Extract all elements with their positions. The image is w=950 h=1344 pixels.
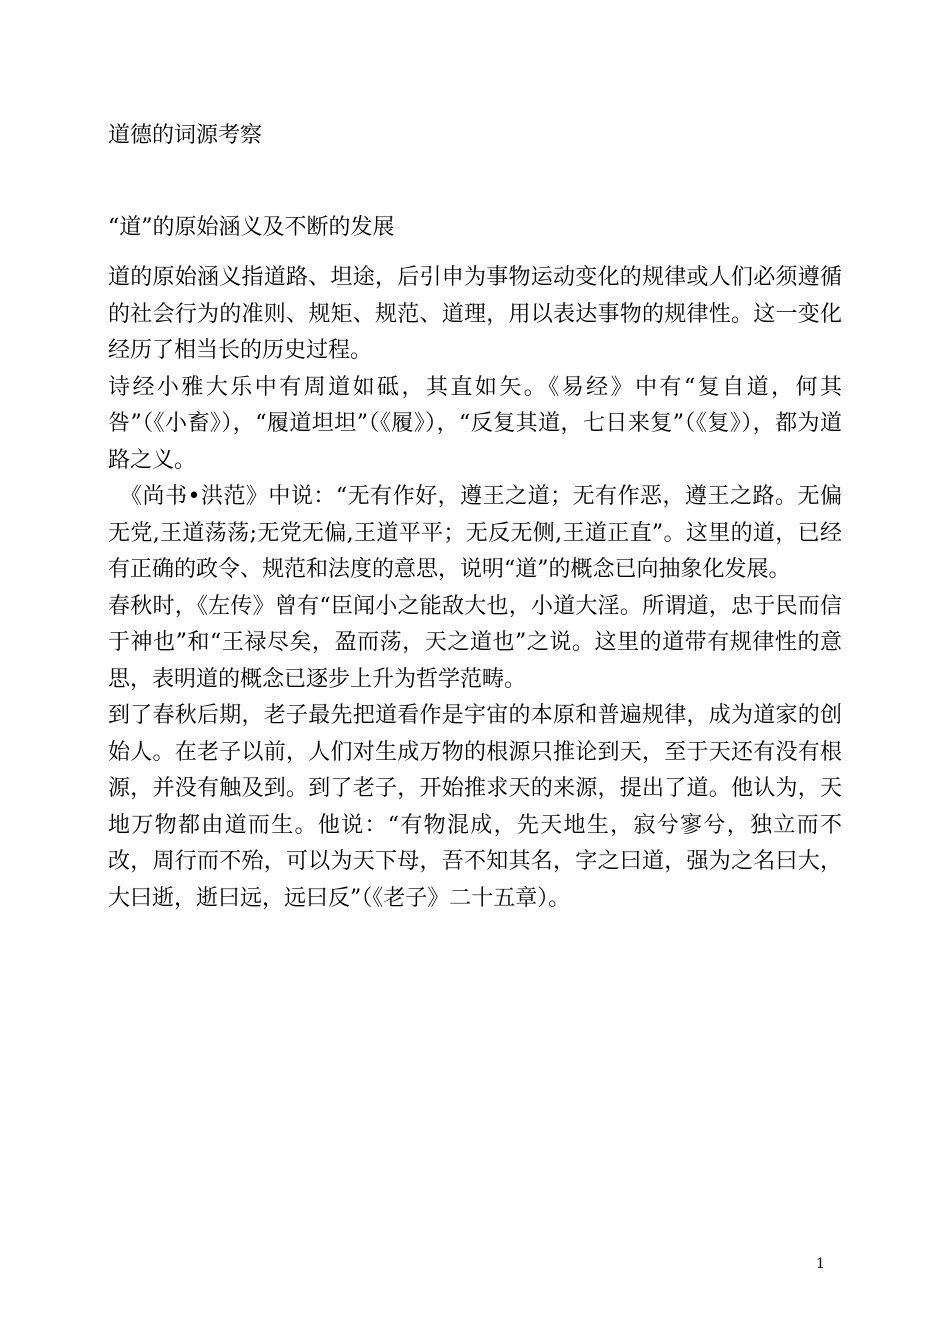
paragraph-zuozhuan: 春秋时，《左传》曾有“臣闻小之能敌大也，小道大淫。所谓道，忠于民而信于神也”和“王禄尽矣，盈而荡，天之道也”之说。这里的道带有规律性的意思，表明道的概念已逐步上升为哲学范畴。 [108,593,842,692]
document-body [108,260,842,917]
paragraph-shangshu: 《尚书•洪范》中说：“无有作好，遵王之道；无有作恶，遵王之路。无偏无党,王道荡荡;无党无偏,王道平平；无反无侧,王道正直”。这里的道，已经有正确的政令、规范和法度的意思，说明“道”的概念已向抽象化发展。 [108,484,842,582]
paragraph-original-meaning: 道的原始涵义指道路、坦途，后引申为事物运动变化的规律或人们必须遵循的社会行为的准则、规矩、规范、道理，用以表达事物的规律性。这一变化经历了相当长的历史过程。 [108,265,842,363]
paragraph-shijing-yijing: 诗经小雅大乐中有周道如砥，其直如矢。《易经》中有“复自道，何其咎”（《小畜》），“履道坦坦”（《履》），“反复其道，七日来复”（《复》），都为道路之义。 [108,374,842,473]
document-title: 道德的词源考察 [108,123,263,148]
paragraph-laozi: 到了春秋后期，老子最先把道看作是宇宙的本原和普遍规律，成为道家的创始人。在老子以前，人们对生成万物的根源只推论到天，至于天还有没有根源，并没有触及到。到了老子，开始推求天的来源，提出了道。他认为，天地万物都由道而生。他说：“有物混成，先天地生，寂兮寥兮，独立而不改，周行而不殆，可以为天下母，吾不知其名，字之曰道，强为之名曰大，大曰逝，逝曰远，远曰反”（《老子》二十五章）。 [108,703,842,911]
page-number: 1 [816,1256,825,1272]
section-heading: “道”的原始涵义及不断的发展 [108,215,395,240]
